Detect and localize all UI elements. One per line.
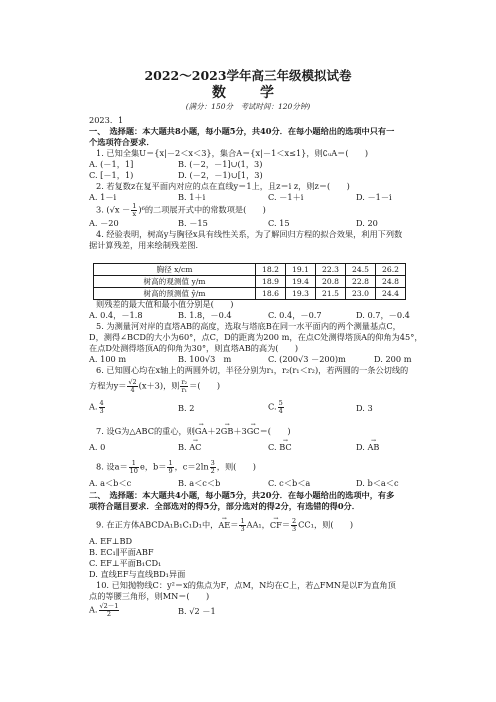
q1-option-c: C. [－1，1) [89, 170, 134, 180]
q5-option-c: C. (200√3 －200)m [268, 354, 346, 364]
table-cell: 19.3 [286, 288, 316, 300]
q7-stem [96, 426, 291, 436]
q5-line1: 5. 为测量河对岸的直塔AB的高度，选取与塔底B在同一水平面内的两个测量基点C， [96, 321, 401, 331]
table-cell: 26.2 [376, 264, 406, 276]
q7-option-b [178, 442, 201, 452]
q6-a-num: 4 [99, 399, 104, 407]
q7-pre: 7. 设G为△ABC的重心，则 [96, 426, 195, 436]
q8-option-c: C. c＜b＜a [268, 478, 311, 488]
q6-frac2-den: r₁ [181, 386, 188, 394]
q8-a-den: 10 [129, 467, 138, 475]
q10-line2: 点的等腰三角形，则MN＝( ) [89, 591, 210, 601]
q7-vector-ga: → GA [195, 426, 207, 436]
q4-stem-cont: 据计算残差，用来绘制残差图． [89, 240, 204, 250]
q6-a-label: A. [89, 401, 98, 412]
q9-option-b: B. EC₁∥平面ABF [89, 547, 154, 557]
q6-option-c [268, 400, 285, 415]
q10-a-frac [99, 603, 120, 618]
q8-c-num: 3 [210, 459, 215, 467]
q10-option-a [89, 603, 120, 618]
q8-pre: 8. 设a＝ [96, 461, 128, 472]
q6-option-a [89, 400, 106, 415]
table-cell: 树高的预测值 ŷ/m [94, 288, 256, 300]
subject-title: 数 学 [212, 85, 284, 101]
exam-date: 2023．1 [89, 115, 124, 125]
q9-stem [96, 518, 353, 533]
q9-f1-num: 1 [240, 517, 245, 525]
q1-stem: 1. 已知全集U＝{x|－2＜x＜3}，集合A＝{x|－1＜x≤1}，则∁ᵤA＝( ) [96, 148, 369, 158]
section1-heading: 一、 选择题：本大题共8小题，每小题5分，共40分．在每小题给出的选项中只有一 [89, 126, 395, 136]
table-cell: 18.6 [256, 288, 286, 300]
q8-frac-b [167, 460, 173, 475]
q7-c-vector: → BC [279, 442, 291, 452]
q2-option-b: B. 1＋i [178, 192, 206, 202]
q6-post: ＝( ) [189, 380, 221, 391]
q8-mid2: ，c＝2ln [174, 461, 209, 472]
q3-option-b: B. －15 [178, 218, 208, 228]
q2-option-d: D. －1－i [356, 192, 392, 202]
q8-b-den: 9 [168, 467, 173, 475]
table-cell: 22.8 [346, 276, 376, 288]
q9-vector-cf: → CF [270, 520, 282, 530]
q3-frac-den: x [132, 210, 137, 218]
section2-heading: 二、 选择题：本大题共4小题，每小题5分，共20分．在每小题给出的选项中，有多 [89, 490, 395, 500]
q5-option-b: B. 100√3 m [178, 354, 232, 364]
q9-option-a: A. EF⊥BD [89, 536, 133, 546]
q9-option-d: D. 直线EF与直线BD₁异面 [89, 569, 186, 579]
exam-title: 2022～2023学年高三年级模拟试卷 [144, 68, 352, 83]
q9-eq2: ＝ [281, 519, 291, 530]
q7-plus2: ＋3 [233, 426, 247, 436]
q7-b-vector: → AC [189, 442, 201, 452]
q9-post: CC₁，则( ) [298, 519, 354, 530]
q7-option-d [356, 442, 379, 452]
q7-post: ＝( ) [259, 426, 291, 436]
table-cell: 21.5 [316, 288, 346, 300]
q1-option-a: A. (－1，1] [89, 159, 134, 169]
q8-e: e [139, 461, 145, 472]
q9-f2-num: 2 [292, 517, 297, 525]
q9-pre: 9. 在正方体ABCDA₁B₁C₁D₁中， [96, 519, 219, 530]
q7-vector-gb: → GB [221, 426, 234, 436]
q7-vector-gc: → GC [247, 426, 260, 436]
q9-frac2 [291, 518, 297, 533]
q5-line2: D，测得∠BCD的大小为60°，点C，D的距离为200 m，在点C处测得塔顶A的仰角为45°， [89, 332, 423, 342]
table-cell: 20.8 [316, 276, 346, 288]
q5-option-d: D. 200 m [374, 354, 412, 364]
q6-c-num: 5 [278, 399, 283, 407]
q7-b-label: B. [178, 442, 187, 452]
q7-d-label: D. [356, 442, 365, 452]
table-row [94, 288, 406, 300]
q7-c-label: C. [268, 442, 277, 452]
q2-option-c: C. －1＋i [268, 192, 304, 202]
q3-option-d: D. 20 [356, 218, 378, 228]
q9-frac1 [239, 518, 245, 533]
q8-post: ，则( ) [216, 461, 256, 472]
q3-fraction [131, 203, 137, 218]
q6-c-den: 4 [278, 407, 283, 415]
q9-eq1: ＝ [230, 519, 239, 530]
table-cell: 22.3 [316, 264, 346, 276]
q4-data-table [93, 263, 406, 300]
exam-meta: (满分：150分 考试时间：120分钟) [185, 102, 311, 111]
q8-option-a: A. a＜b＜c [89, 478, 132, 488]
q9-aa1: AA₁， [246, 519, 270, 530]
table-cell: 胸径 x/cm [94, 264, 256, 276]
q10-line1: 10. 已知抛物线C：y²＝x的焦点为F，点M，N均在C上，若△FMN是以F为直角顶 [96, 580, 396, 590]
q8-frac-c [210, 460, 216, 475]
q4-option-b: B. 1.8，－0.4 [178, 310, 232, 320]
q3-stem [96, 203, 266, 218]
q2-stem: 2. 若复数z在复平面内对应的点在直线y＝1上，且z＝i z，则z＝( ) [96, 181, 350, 191]
q3-option-a: A. －20 [89, 218, 119, 228]
q9-f1-den: 3 [240, 525, 245, 533]
q10-a-num: √2－1 [99, 602, 119, 610]
table-cell: 18.9 [256, 276, 286, 288]
q9-option-c: C. EF⊥平面B₁CD₁ [89, 558, 162, 568]
q3-frac-num: 1 [132, 202, 137, 210]
q6-line2 [89, 379, 220, 394]
q10-a-den: 2 [106, 610, 112, 618]
q6-frac1-num: √2 [128, 378, 137, 386]
q6-c-frac [278, 400, 284, 415]
q6-frac1-den: 4 [130, 386, 135, 394]
q8-stem [96, 460, 256, 475]
table-cell: 24.8 [376, 276, 406, 288]
table-cell: 18.2 [256, 264, 286, 276]
table-row [94, 264, 406, 276]
section1-heading-cont: 个选项符合要求． [89, 137, 155, 147]
q4-after: 则残差的最大值和最小值分别是( ) [96, 299, 234, 309]
q5-option-a: A. 100 m [89, 354, 127, 364]
q6-mid: (x＋3)，则 [138, 380, 180, 391]
q8-option-b: B. a＜c＜b [178, 478, 221, 488]
q8-b-num: 1 [168, 459, 173, 467]
q3-stem-pre: 3. (√x － [96, 204, 131, 215]
q3-stem-post: )⁶的二项展开式中的常数项是( ) [138, 204, 266, 215]
q8-a-num: 1 [129, 460, 139, 468]
q3-option-c: C. 15 [268, 218, 290, 228]
q9-f2-den: 3 [292, 525, 297, 533]
q7-plus1: ＋2 [207, 426, 221, 436]
q10-a-label: A. [89, 604, 98, 615]
q1-option-d: D. (－2，－1)∪[1，3) [178, 170, 263, 180]
q6-a-den: 3 [99, 407, 104, 415]
q9-vector-ae: → AE [218, 520, 230, 530]
q6-option-b: B. 2 [178, 403, 195, 413]
q6-frac1 [127, 379, 137, 394]
q6-c-label: C. [268, 401, 277, 412]
q7-option-c [268, 442, 292, 452]
section2-heading-cont: 项符合题目要求．全部选对的得5分，部分选对的得2分，有选错的得0分． [89, 501, 360, 511]
q8-c-den: 2 [210, 467, 215, 475]
q6-frac2 [180, 379, 188, 394]
q6-a-frac [99, 400, 105, 415]
q7-d-vector: → AB [367, 442, 379, 452]
table-cell: 19.1 [286, 264, 316, 276]
q6-pre: 方程为y＝ [89, 380, 127, 391]
q2-option-a: A. 1－i [89, 192, 117, 202]
q4-option-a: A. 0.4，－1.8 [89, 310, 143, 320]
q6-frac2-num: r₂ [181, 378, 188, 386]
q4-option-d: D. 0.7，－0.4 [356, 310, 410, 320]
table-cell: 23.0 [346, 288, 376, 300]
q4-stem: 4. 经验表明，树高y与胸径x具有线性关系，为了解回归方程的拟合效果，利用下列数 [96, 229, 403, 239]
q8-option-d: D. b＜a＜c [356, 478, 399, 488]
q1-option-b: B. (－2，－1]∪(1，3) [178, 159, 263, 169]
table-row [94, 276, 406, 288]
q10-option-b: B. √2 －1 [178, 606, 216, 616]
q8-mid1: ，b＝ [144, 461, 167, 472]
table-cell: 19.4 [286, 276, 316, 288]
table-cell: 树高的观测值 y/m [94, 276, 256, 288]
q4-option-c: C. 0.4，－0.7 [268, 310, 322, 320]
q8-frac-a [129, 460, 139, 475]
table-cell: 24.5 [346, 264, 376, 276]
table-cell: 24.4 [376, 288, 406, 300]
q7-option-a: A. 0 [89, 442, 106, 452]
q6-line1: 6. 已知圆心均在x轴上的两圆外切，半径分别为r₁，r₂(r₁＜r₂)，若两圆的一条公切线的 [96, 365, 409, 375]
q5-line3: 在点D处测得塔顶A的仰角为30°，则直塔AB的高为( ) [89, 343, 299, 353]
q6-option-d: D. 3 [356, 403, 373, 413]
